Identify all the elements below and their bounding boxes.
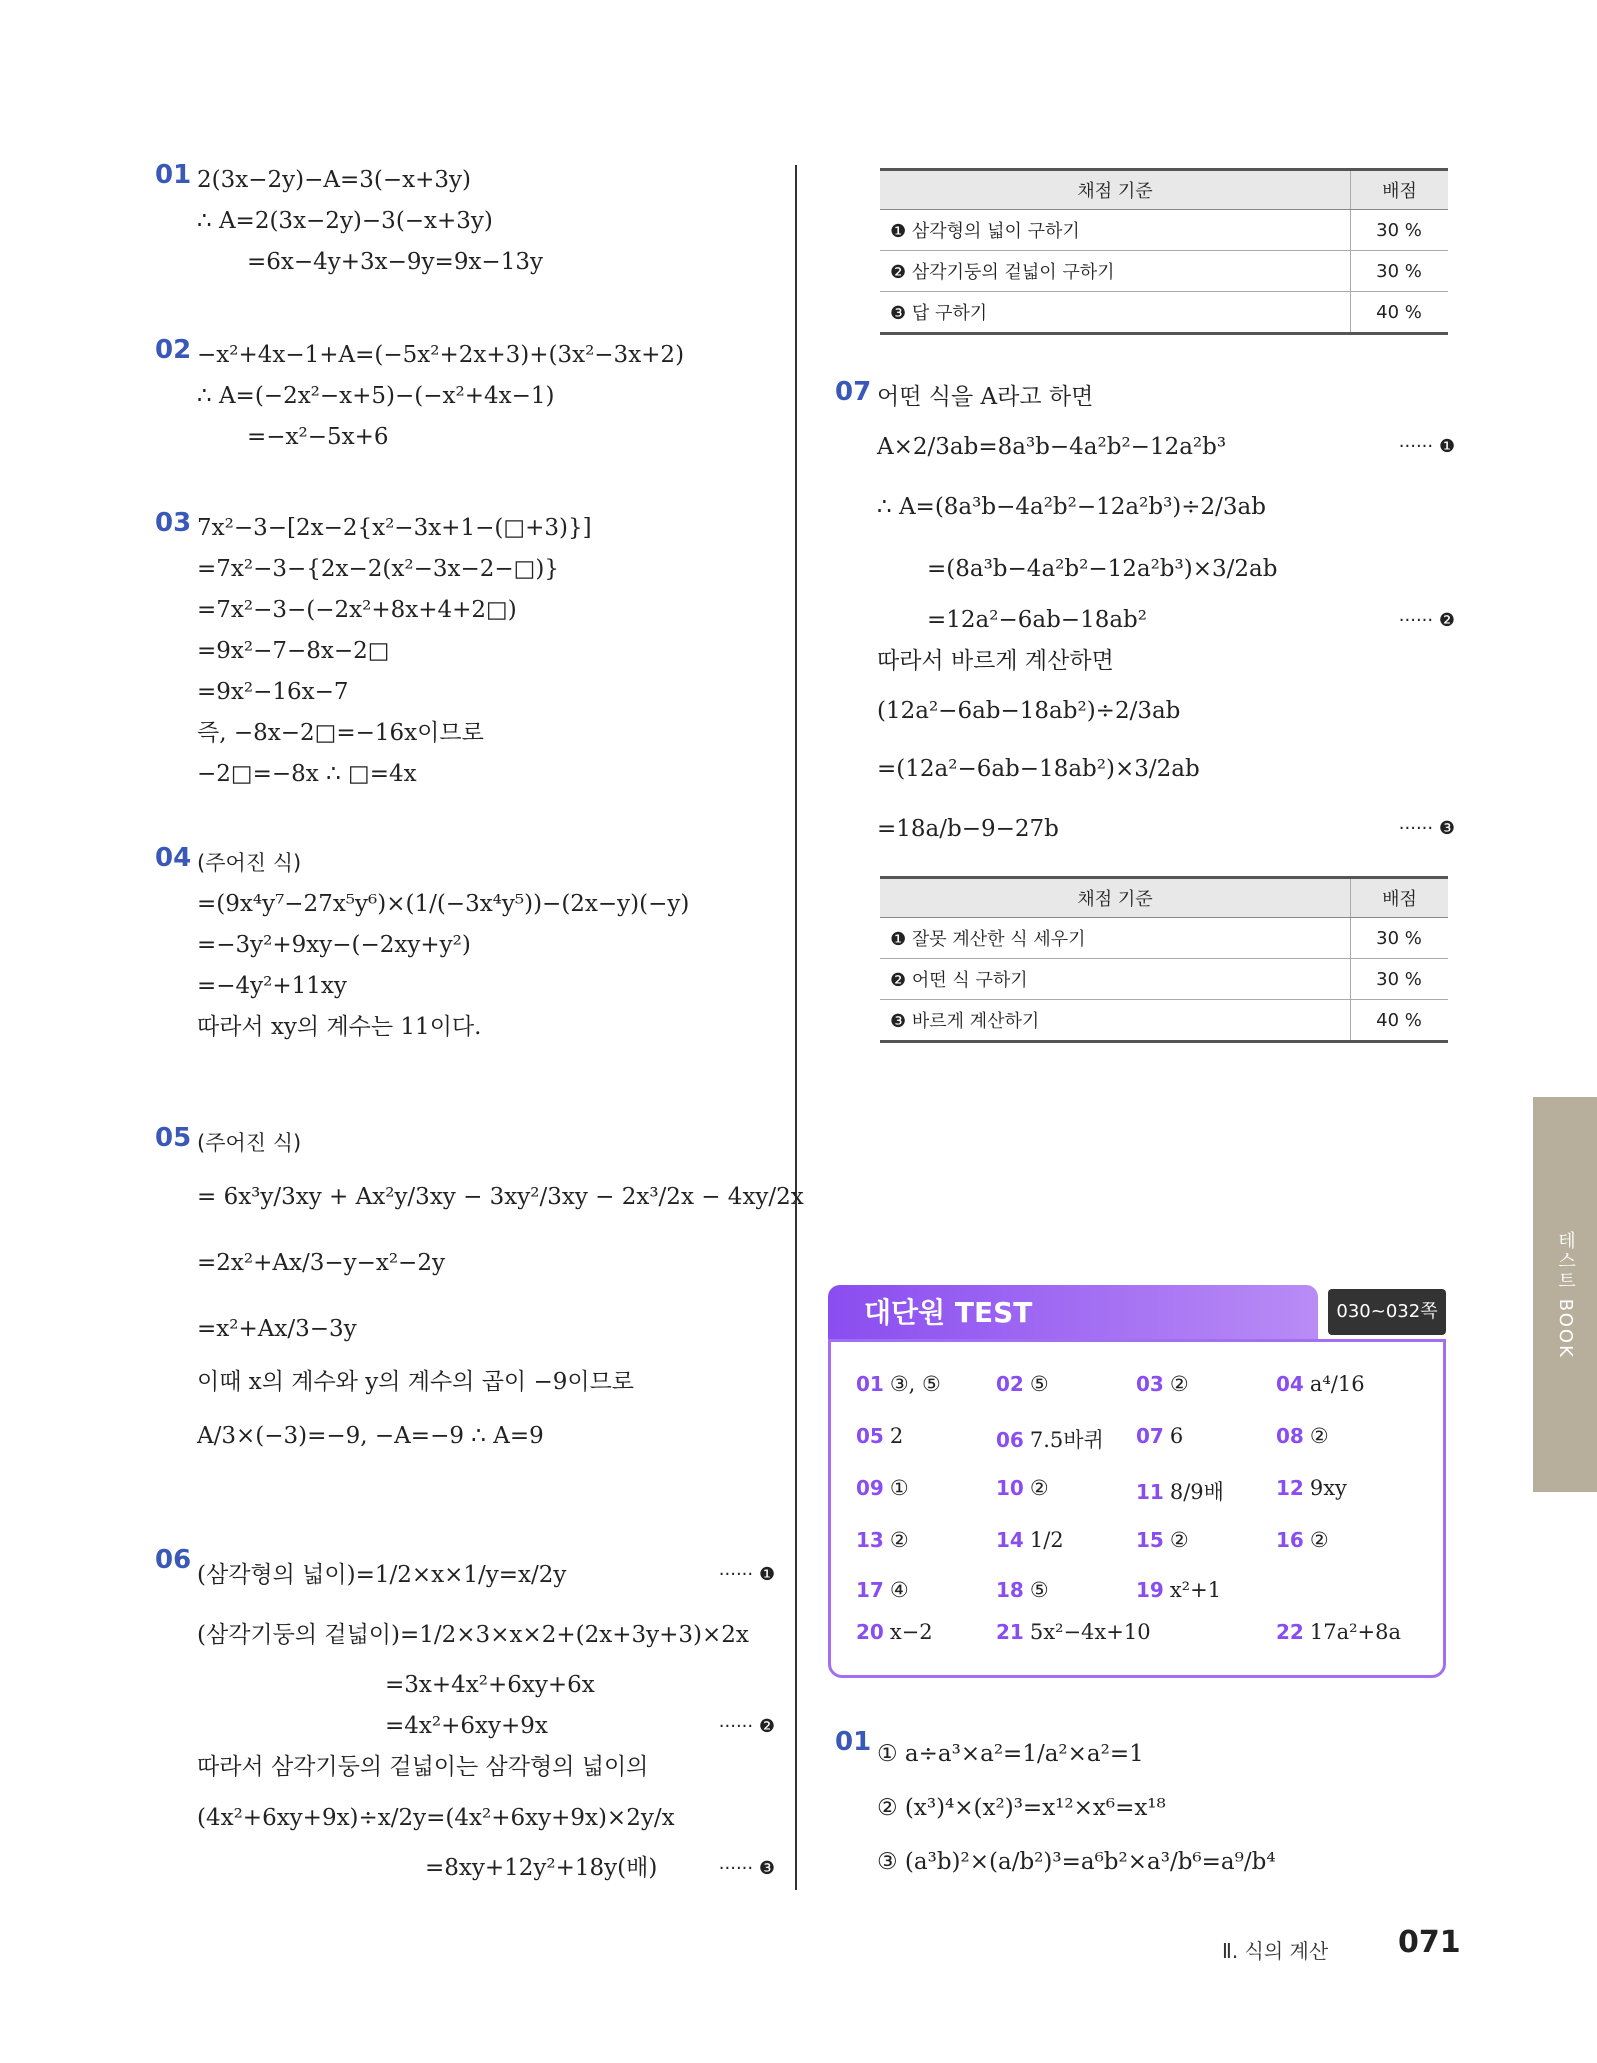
math-line: = 6x³y/3xy + Ax²y/3xy − 3xy²/3xy − 2x³/2x − 4xy/2x <box>197 1184 804 1210</box>
problem-number: 01 <box>835 1727 872 1757</box>
math-line: =x²+Ax/3−3y <box>197 1316 357 1342</box>
grading-table-06 <box>880 168 1448 335</box>
answer-item <box>1136 1372 1189 1396</box>
math-line: =3x+4x²+6xy+6x <box>385 1672 595 1698</box>
answer-item <box>1276 1528 1329 1552</box>
text-line: 이때 x의 계수와 y의 계수의 곱이 −9이므로 <box>197 1369 635 1395</box>
answer-number: 12 <box>1276 1476 1304 1500</box>
problem-number: 03 <box>155 508 192 538</box>
answer-item <box>996 1528 1064 1552</box>
table-cell: ❸ 바르게 계산하기 <box>880 1000 1351 1042</box>
answer-item <box>1136 1578 1221 1602</box>
math-text: =4x²+6xy+9x <box>385 1713 548 1739</box>
table-header: 배점 <box>1351 170 1449 210</box>
answer-number: 06 <box>996 1428 1024 1452</box>
answer-value: 1/2 <box>1029 1528 1064 1552</box>
answer-number: 20 <box>856 1620 884 1644</box>
test-page-range: 030~032쪽 <box>1328 1289 1446 1335</box>
math-line: 즉, −8x−2□=−16x이므로 <box>197 720 484 746</box>
table-cell: ❶ 잘못 계산한 식 세우기 <box>880 918 1351 959</box>
table-row <box>880 1000 1448 1042</box>
text-line: 따라서 바르게 계산하면 <box>877 648 1114 674</box>
table-header: 채점 기준 <box>880 878 1351 918</box>
table-cell: ❷ 어떤 식 구하기 <box>880 959 1351 1000</box>
table-cell: ❷ 삼각기둥의 겉넓이 구하기 <box>880 251 1351 292</box>
answer-value: 6 <box>1169 1424 1184 1448</box>
problem-number: 06 <box>155 1545 192 1575</box>
text-line: 어떤 식을 A라고 하면 <box>877 384 1094 410</box>
math-text: =18a/b−9−27b <box>877 816 1059 842</box>
answer-number: 01 <box>856 1372 884 1396</box>
table-cell: 30 % <box>1351 959 1449 1000</box>
answer-number: 08 <box>1276 1424 1304 1448</box>
answer-item <box>996 1620 1151 1644</box>
table-row <box>880 251 1448 292</box>
answer-number: 16 <box>1276 1528 1304 1552</box>
math-line: =−x²−5x+6 <box>247 424 389 450</box>
answer-value: ⑤ <box>1029 1372 1049 1396</box>
answer-number: 05 <box>856 1424 884 1448</box>
math-line: =9x²−16x−7 <box>197 679 349 705</box>
math-line <box>835 798 1455 860</box>
table-cell: 30 % <box>1351 918 1449 959</box>
problem-07 <box>835 377 1455 860</box>
problem-number: 05 <box>155 1123 192 1153</box>
math-line: ∴ A=(8a³b−4a²b²−12a²b³)÷2/3ab <box>877 494 1266 520</box>
text-line: (주어진 식) <box>197 851 302 875</box>
math-line: (삼각기둥의 겉넓이)=1/2×3×x×2+(2x+3y+3)×2x <box>197 1622 749 1648</box>
side-tab-text: 테스트 BOOK <box>1555 1230 1576 1359</box>
answer-item <box>996 1424 1104 1454</box>
answer-item <box>996 1372 1049 1396</box>
table-cell: 30 % <box>1351 251 1449 292</box>
problem-number: 02 <box>155 335 192 365</box>
math-line: =2x²+Ax/3−y−x²−2y <box>197 1250 445 1276</box>
math-line: ① a÷a³×a²=1/a²×a²=1 <box>877 1741 1144 1767</box>
answer-item <box>996 1476 1049 1500</box>
answer-number: 09 <box>856 1476 884 1500</box>
answer-number: 15 <box>1136 1528 1164 1552</box>
answer-value: x²+1 <box>1169 1578 1222 1602</box>
answer-number: 11 <box>1136 1480 1164 1504</box>
answer-value: 5x²−4x+10 <box>1029 1620 1151 1644</box>
answer-value: ② <box>1169 1528 1189 1552</box>
answer-number: 03 <box>1136 1372 1164 1396</box>
unit-test-answer-box <box>828 1285 1446 1678</box>
right-column <box>835 160 1455 1043</box>
page-number: 071 <box>1398 1925 1461 1960</box>
answer-value: ② <box>889 1528 909 1552</box>
math-line: =(9x⁴y⁷−27x⁵y⁶)×(1/(−3x⁴y⁵))−(2x−y)(−y) <box>197 891 690 917</box>
answer-value: ① <box>889 1476 909 1500</box>
math-line <box>835 600 1455 641</box>
problem-04 <box>155 843 775 1123</box>
answer-value: 7.5바퀴 <box>1029 1428 1104 1452</box>
answer-value: ⑤ <box>1029 1578 1049 1602</box>
step-marker: ······ ❸ <box>1398 818 1455 839</box>
answer-value: 9xy <box>1309 1476 1347 1500</box>
answer-item <box>996 1578 1049 1602</box>
answer-value: ② <box>1309 1528 1329 1552</box>
table-header: 채점 기준 <box>880 170 1351 210</box>
step-marker: ······ ❸ <box>718 1858 775 1879</box>
math-line: −2□=−8x ∴ □=4x <box>197 761 417 787</box>
answer-number: 21 <box>996 1620 1024 1644</box>
math-line <box>155 1545 775 1605</box>
side-section-tab <box>1533 1097 1597 1492</box>
column-divider <box>795 165 797 1890</box>
math-line <box>155 1706 775 1747</box>
problem-02 <box>155 335 775 508</box>
answer-value: 2 <box>889 1424 904 1448</box>
text-line: 따라서 xy의 계수는 11이다. <box>197 1014 482 1040</box>
math-line <box>155 1848 775 1889</box>
answer-number: 19 <box>1136 1578 1164 1602</box>
answer-number: 17 <box>856 1578 884 1602</box>
answer-number: 07 <box>1136 1424 1164 1448</box>
math-line: =9x²−7−8x−2□ <box>197 638 390 664</box>
answer-item <box>856 1528 909 1552</box>
math-line: =(12a²−6ab−18ab²)×3/2ab <box>877 756 1200 782</box>
side-tab-label <box>1533 1097 1597 1492</box>
math-line: =(8a³b−4a²b²−12a²b³)×3/2ab <box>927 556 1278 582</box>
problem-01 <box>155 160 775 335</box>
table-row <box>880 292 1448 334</box>
table-row <box>880 210 1448 251</box>
problem-number: 07 <box>835 377 872 407</box>
answer-number: 18 <box>996 1578 1024 1602</box>
answer-item <box>1136 1528 1189 1552</box>
step-marker: ······ ❷ <box>1398 610 1455 631</box>
answer-value: ② <box>1169 1372 1189 1396</box>
math-text: (삼각형의 넓이)=1/2×x×1/y=x/2y <box>197 1562 567 1588</box>
answer-value: ② <box>1309 1424 1329 1448</box>
math-line: (12a²−6ab−18ab²)÷2/3ab <box>877 698 1181 724</box>
answer-value: ② <box>1029 1476 1049 1500</box>
problem-05 <box>155 1123 804 1545</box>
answer-item <box>856 1620 933 1644</box>
answer-number: 10 <box>996 1476 1024 1500</box>
answer-number: 22 <box>1276 1620 1304 1644</box>
answer-item <box>1276 1424 1329 1448</box>
math-line: A/3×(−3)=−9, −A=−9 ∴ A=9 <box>197 1423 544 1449</box>
answer-number: 02 <box>996 1372 1024 1396</box>
math-text: =8xy+12y²+18y(배) <box>425 1855 658 1881</box>
problem-03 <box>155 508 775 843</box>
test-problem-01 <box>835 1727 1455 1889</box>
table-cell: ❶ 삼각형의 넓이 구하기 <box>880 210 1351 251</box>
math-text: =12a²−6ab−18ab² <box>927 607 1148 633</box>
test-title: 대단원 TEST <box>828 1285 1318 1341</box>
table-row <box>880 959 1448 1000</box>
math-line: ③ (a³b)²×(a/b²)³=a⁶b²×a³/b⁶=a⁹/b⁴ <box>877 1849 1276 1875</box>
grading-table-07 <box>880 876 1448 1043</box>
table-cell: 40 % <box>1351 292 1449 334</box>
answer-number: 14 <box>996 1528 1024 1552</box>
math-line: =6x−4y+3x−9y=9x−13y <box>247 249 543 275</box>
answer-item <box>1276 1476 1347 1500</box>
left-column <box>155 160 804 1889</box>
answer-grid <box>828 1339 1446 1678</box>
text-line: 따라서 삼각기둥의 겉넓이는 삼각형의 넓이의 <box>197 1754 649 1780</box>
problem-number: 04 <box>155 843 192 873</box>
text-line: (주어진 식) <box>197 1131 302 1155</box>
answer-item <box>1276 1620 1401 1644</box>
answer-item <box>856 1476 909 1500</box>
answer-item <box>1136 1476 1224 1506</box>
problem-number: 01 <box>155 160 192 190</box>
math-line: ∴ A=(−2x²−x+5)−(−x²+4x−1) <box>197 383 555 409</box>
answer-number: 04 <box>1276 1372 1304 1396</box>
math-line: (4x²+6xy+9x)÷x/2y=(4x²+6xy+9x)×2y/x <box>197 1805 675 1831</box>
table-cell: ❸ 답 구하기 <box>880 292 1351 334</box>
math-line: =7x²−3−(−2x²+8x+4+2□) <box>197 597 517 623</box>
footer-section-title: Ⅱ. 식의 계산 <box>1222 1939 1329 1963</box>
math-line: 2(3x−2y)−A=3(−x+3y) <box>197 167 471 193</box>
math-line: ② (x³)⁴×(x²)³=x¹²×x⁶=x¹⁸ <box>877 1795 1166 1821</box>
math-line: =−4y²+11xy <box>197 973 347 999</box>
answer-item <box>856 1424 903 1448</box>
answer-value: a⁴/16 <box>1309 1372 1365 1396</box>
table-cell: 30 % <box>1351 210 1449 251</box>
math-line: =−3y²+9xy−(−2xy+y²) <box>197 932 471 958</box>
table-cell: 40 % <box>1351 1000 1449 1042</box>
math-line <box>835 418 1455 476</box>
answer-item <box>1276 1372 1365 1396</box>
answer-value: ③, ⑤ <box>889 1372 941 1396</box>
step-marker: ······ ❶ <box>1398 436 1455 457</box>
answer-value: 17a²+8a <box>1309 1620 1401 1644</box>
answer-item <box>856 1372 941 1396</box>
answer-item <box>1136 1424 1183 1448</box>
table-row <box>880 918 1448 959</box>
step-marker: ······ ❶ <box>718 1564 775 1585</box>
table-header: 배점 <box>1351 878 1449 918</box>
math-text: A×2/3ab=8a³b−4a²b²−12a²b³ <box>877 434 1227 460</box>
math-line: −x²+4x−1+A=(−5x²+2x+3)+(3x²−3x+2) <box>197 342 685 368</box>
problem-06 <box>155 1545 775 1889</box>
answer-number: 13 <box>856 1528 884 1552</box>
step-marker: ······ ❷ <box>718 1716 775 1737</box>
answer-value: x−2 <box>889 1620 933 1644</box>
answer-value: ④ <box>889 1578 909 1602</box>
answer-value: 8/9배 <box>1169 1480 1224 1504</box>
math-line: =7x²−3−{2x−2(x²−3x−2−□)} <box>197 556 559 582</box>
math-line: ∴ A=2(3x−2y)−3(−x+3y) <box>197 208 493 234</box>
math-line: 7x²−3−[2x−2{x²−3x+1−(□+3)}] <box>197 515 592 541</box>
answer-item <box>856 1578 909 1602</box>
